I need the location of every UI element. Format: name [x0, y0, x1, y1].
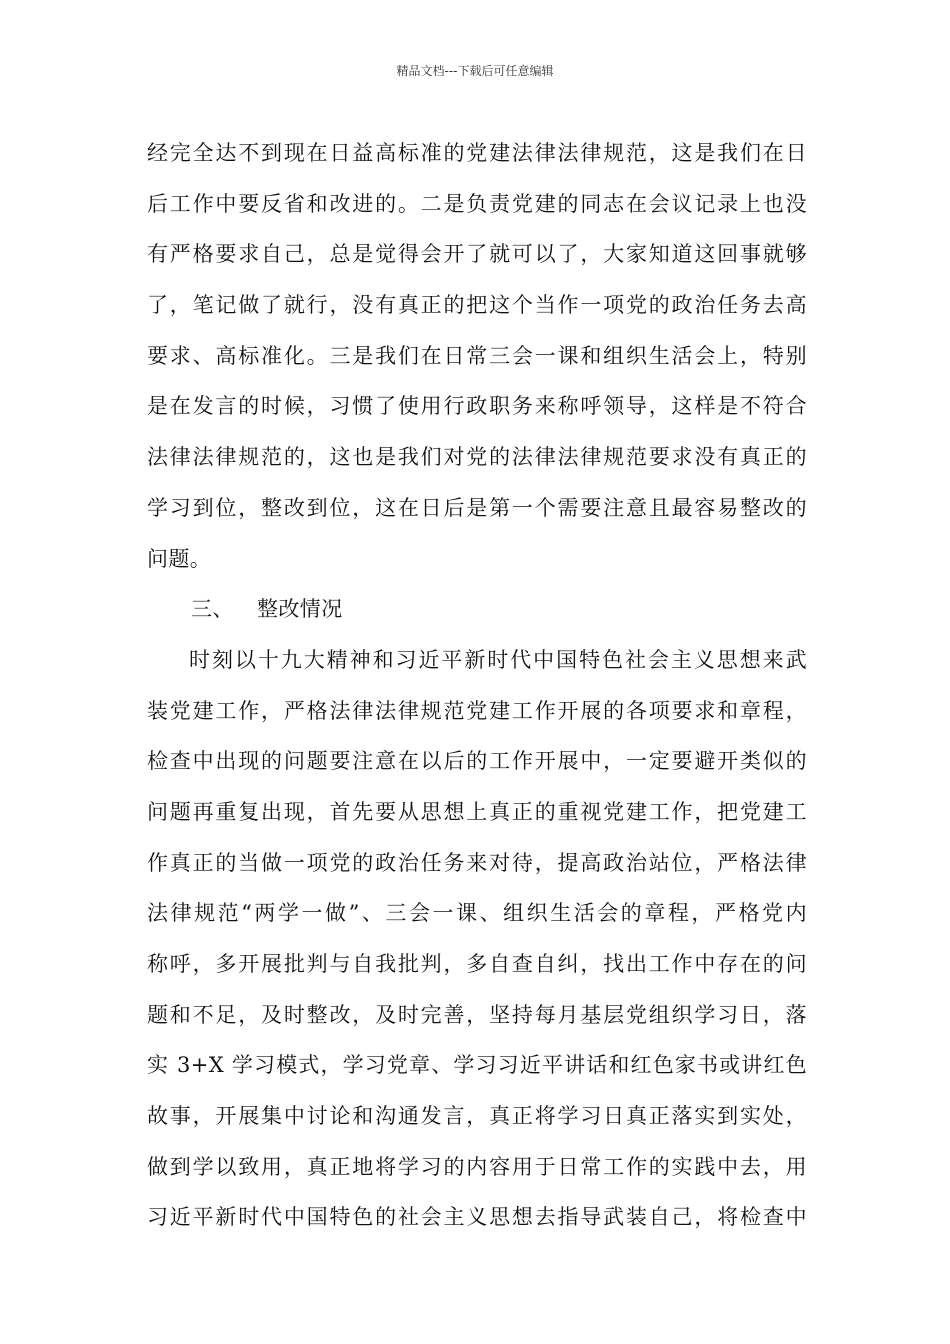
- text-line: 要求、高标准化。三是我们在日常三会一课和组织生活会上，特别: [147, 343, 807, 368]
- section-heading-number: 三、: [191, 597, 234, 622]
- page-header: 精品文档---下载后可任意编辑: [396, 64, 554, 78]
- text-line: 实 3+X 学习模式，学习党章、学习习近平讲话和红色家书或讲红色: [147, 1053, 807, 1078]
- text-line: 问题再重复出现，首先要从思想上真正的重视党建工作，把党建工: [147, 799, 807, 824]
- text-line: 题和不足，及时整改，及时完善，坚持每月基层党组织学习日，落: [147, 1002, 807, 1027]
- text-line: 故事，开展集中讨论和沟通发言，真正将学习日真正落实到实处，: [147, 1104, 807, 1129]
- text-line: 装党建工作，严格法律法律规范党建工作开展的各项要求和章程，: [147, 698, 807, 723]
- text-line: 法律法律规范的，这也是我们对党的法律法律规范要求没有真正的: [147, 445, 807, 470]
- text-line: 问题。: [147, 546, 212, 571]
- text-line: 了，笔记做了就行，没有真正的把这个当作一项党的政治任务去高: [147, 293, 807, 318]
- text-line: 时刻以十九大精神和习近平新时代中国特色社会主义思想来武: [189, 647, 807, 672]
- text-line: 做到学以致用，真正地将学习的内容用于日常工作的实践中去，用: [147, 1154, 807, 1179]
- text-line: 有严格要求自己，总是觉得会开了就可以了，大家知道这回事就够: [147, 242, 807, 267]
- text-line: 学习到位，整改到位，这在日后是第一个需要注意且最容易整改的: [147, 495, 807, 520]
- text-line: 经完全达不到现在日益高标准的党建法律法律规范，这是我们在日: [147, 141, 807, 165]
- text-line: 作真正的当做一项党的政治任务来对待，提高政治站位，严格法律: [147, 850, 807, 875]
- paragraph-rectification: [147, 635, 807, 1243]
- text-line: 后工作中要反省和改进的。二是负责党建的同志在会议记录上也没: [147, 191, 807, 216]
- section-heading-title: 整改情况: [257, 597, 343, 622]
- text-line: 检查中出现的问题要注意在以后的工作开展中，一定要避开类似的: [147, 749, 807, 774]
- section-heading: [147, 584, 807, 635]
- document-body: [147, 128, 807, 1243]
- paragraph-problems: [147, 128, 807, 584]
- text-line: 法律规范“两学一做”、三会一课、组织生活会的章程，严格党内: [147, 901, 807, 926]
- text-line: 称呼，多开展批判与自我批判，多自查自纠，找出工作中存在的问: [147, 952, 807, 976]
- text-line: 是在发言的时候，习惯了使用行政职务来称呼领导，这样是不符合: [147, 394, 807, 419]
- text-line: 习近平新时代中国特色的社会主义思想去指导武装自己，将检查中: [147, 1205, 807, 1230]
